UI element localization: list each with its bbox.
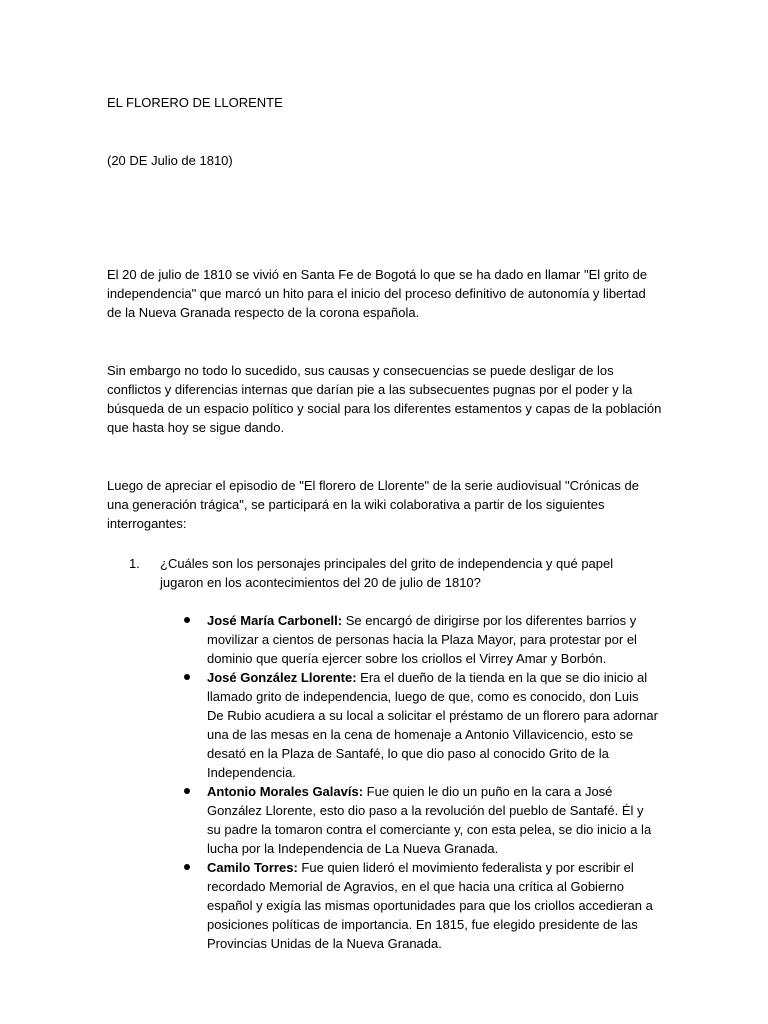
bullet-icon (184, 788, 190, 794)
list-item (183, 668, 658, 782)
person-name: Antonio Morales Galavís: (207, 784, 364, 799)
person-name: José María Carbonell: (207, 613, 343, 628)
list-item (183, 782, 658, 858)
person-name: José González Llorente: (207, 670, 357, 685)
people-list (183, 611, 658, 953)
document-date: (20 DE Julio de 1810) (107, 153, 233, 168)
paragraph-conflicts: Sin embargo no todo lo sucedido, sus causas y consecuencias se puede desligar de los conflictos y diferencias internas que darían pie a las subsecuentes pugnas por el poder y la búsqueda de un espacio político y social para los diferentes estamentos y capas de la población que hasta hoy se sigue dando. (107, 363, 662, 435)
list-item (183, 611, 658, 668)
person-description: Se encargó de dirigirse por los diferentes barrios y movilizar a cientos de personas hacia la Plaza Mayor, para protestar por el dominio que quería ejercer sobre los criollos el Virrey Amar y Borbón. (207, 613, 637, 666)
person-name: Camilo Torres: (207, 860, 298, 875)
paragraph-intro: El 20 de julio de 1810 se vivió en Santa Fe de Bogotá lo que se ha dado en llamar "El grito de independencia" que marcó un hito para el inicio del proceso definitivo de autonomía y libertad de la Nueva Granada respecto de la corona española. (107, 267, 648, 320)
question-text: ¿Cuáles son los personajes principales del grito de independencia y qué papel jugaron en los acontecimientos del 20 de julio de 1810? (160, 556, 614, 590)
question-number: 1. (129, 556, 140, 571)
list-item (183, 858, 658, 953)
person-description: Fue quien le dio un puño en la cara a José González Llorente, esto dio paso a la revolución del pueblo de Santafé. Él y su padre la tomaron contra el comerciante y, con esta pelea, se dio inicio a la lucha por la Independencia de La Nueva Granada. (207, 784, 652, 856)
bullet-icon (184, 674, 190, 680)
paragraph-instructions: Luego de apreciar el episodio de "El florero de Llorente" de la serie audiovisual "Crónicas de una generación trágica", se participará en la wiki colaborativa a partir de los siguientes interrogantes: (107, 478, 640, 531)
document-title: EL FLORERO DE LLORENTE (107, 95, 283, 110)
person-description: Fue quien lideró el movimiento federalista y por escribir el recordado Memorial de Agravios, en el que hacia una crítica al Gobierno español y exigía las mismas oportunidades para que los criollos accedieran a posiciones políticas de importancia. En 1815, fue elegido presidente de las Provincias Unidas de la Nueva Granada. (207, 860, 653, 951)
person-description: Era el dueño de la tienda en la que se dio inicio al llamado grito de independencia, luego de que, como es conocido, don Luis De Rubio acudiera a su local a solicitar el préstamo de un florero para adornar una de las mesas en la cena de homenaje a Antonio Villavicencio, esto se desató en la Plaza de Santafé, lo que dio paso al conocido Grito de la Independencia. (207, 670, 658, 780)
bullet-icon (184, 864, 190, 870)
bullet-icon (184, 617, 190, 623)
